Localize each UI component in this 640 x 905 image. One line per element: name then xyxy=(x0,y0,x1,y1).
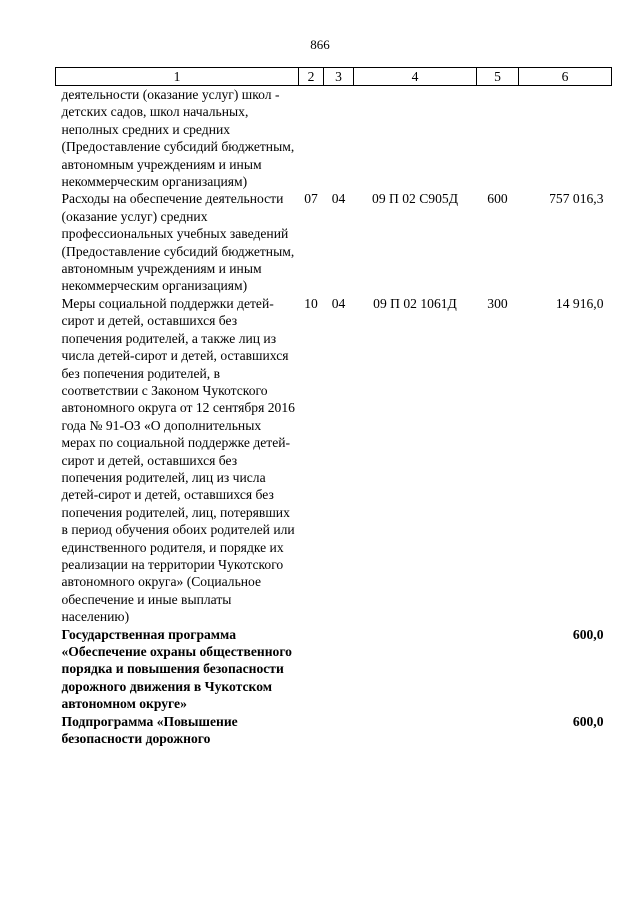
page-number: 866 xyxy=(310,37,330,52)
row-target-article xyxy=(354,713,477,748)
row-name: деятельности (оказание услуг) школ - детских садов, школ начальных, неполных средних и средних (Предоставление субсидий бюджетным, автономным учреждениям и иным некоммерческим организациям) xyxy=(61,87,295,190)
row-name: Меры социальной поддержки детей-сирот и детей, оставшихся без попечения родителей, а также лиц из числа детей-сирот и детей, оставшихся без попечения родителей, в соответствии с Законом Чукотского автономного округа от 12 сентября 2016 года № 91-ОЗ «О дополнительных мерах по социальной поддержке детей-сирот и детей, оставшихся без попечения родителей, лиц из числа детей-сирот и детей, оставшихся без попечения родителей, лиц, потерявших в период обучения обоих родителей или единственного родителя, и порядке их реализации на территории Чукотского автономного округа» (Социальное обеспечение и иные выплаты населению) xyxy=(61,295,295,625)
row-amount: 14 916,0 xyxy=(555,295,604,311)
row-target-article: 09 П 02 1061Д xyxy=(373,295,457,311)
row-expense-type xyxy=(477,713,519,748)
row-section xyxy=(299,713,324,748)
header-col-subsection: 3 xyxy=(324,68,354,86)
row-expense-type: 600 xyxy=(487,191,508,207)
row-subsection: 04 xyxy=(331,295,346,311)
row-amount: 757 016,3 xyxy=(549,191,604,207)
row-name: Государственная программа «Обеспечение охраны общественного порядка и повышения безопасности дорожного движения в Чукотском автономном округе» xyxy=(61,626,292,712)
table-header-row xyxy=(56,68,612,86)
table-row xyxy=(56,713,612,748)
row-amount: 600,0 xyxy=(572,626,604,642)
row-subsection xyxy=(324,713,354,748)
row-section: 10 xyxy=(304,295,318,311)
budget-table xyxy=(55,67,612,747)
row-subsection xyxy=(324,626,354,713)
row-expense-type: 300 xyxy=(487,295,508,311)
row-target-article: 09 П 02 С905Д xyxy=(372,191,458,207)
row-expense-type xyxy=(477,86,519,191)
table-row xyxy=(56,86,612,191)
row-section: 07 xyxy=(304,191,318,207)
header-col-section: 2 xyxy=(299,68,324,86)
row-section xyxy=(299,86,324,191)
header-col-name: 1 xyxy=(56,68,299,86)
row-name: Подпрограмма «Повышение безопасности дорожного xyxy=(61,713,238,747)
table-row xyxy=(56,626,612,713)
row-amount: 600,0 xyxy=(572,713,604,729)
row-target-article xyxy=(354,86,477,191)
header-col-amount: 6 xyxy=(519,68,612,86)
row-section xyxy=(299,626,324,713)
row-subsection: 04 xyxy=(331,191,346,207)
row-subsection xyxy=(324,86,354,191)
row-amount xyxy=(519,86,612,191)
row-expense-type xyxy=(477,626,519,713)
table-row xyxy=(56,295,612,626)
header-col-expense-type: 5 xyxy=(477,68,519,86)
header-col-target-article: 4 xyxy=(354,68,477,86)
table-row xyxy=(56,190,612,294)
row-name: Расходы на обеспечение деятельности (оказание услуг) средних профессиональных учебных заведений (Предоставление субсидий бюджетным, автономным учреждениям и иным некоммерческим организациям) xyxy=(61,191,295,294)
row-target-article xyxy=(354,626,477,713)
